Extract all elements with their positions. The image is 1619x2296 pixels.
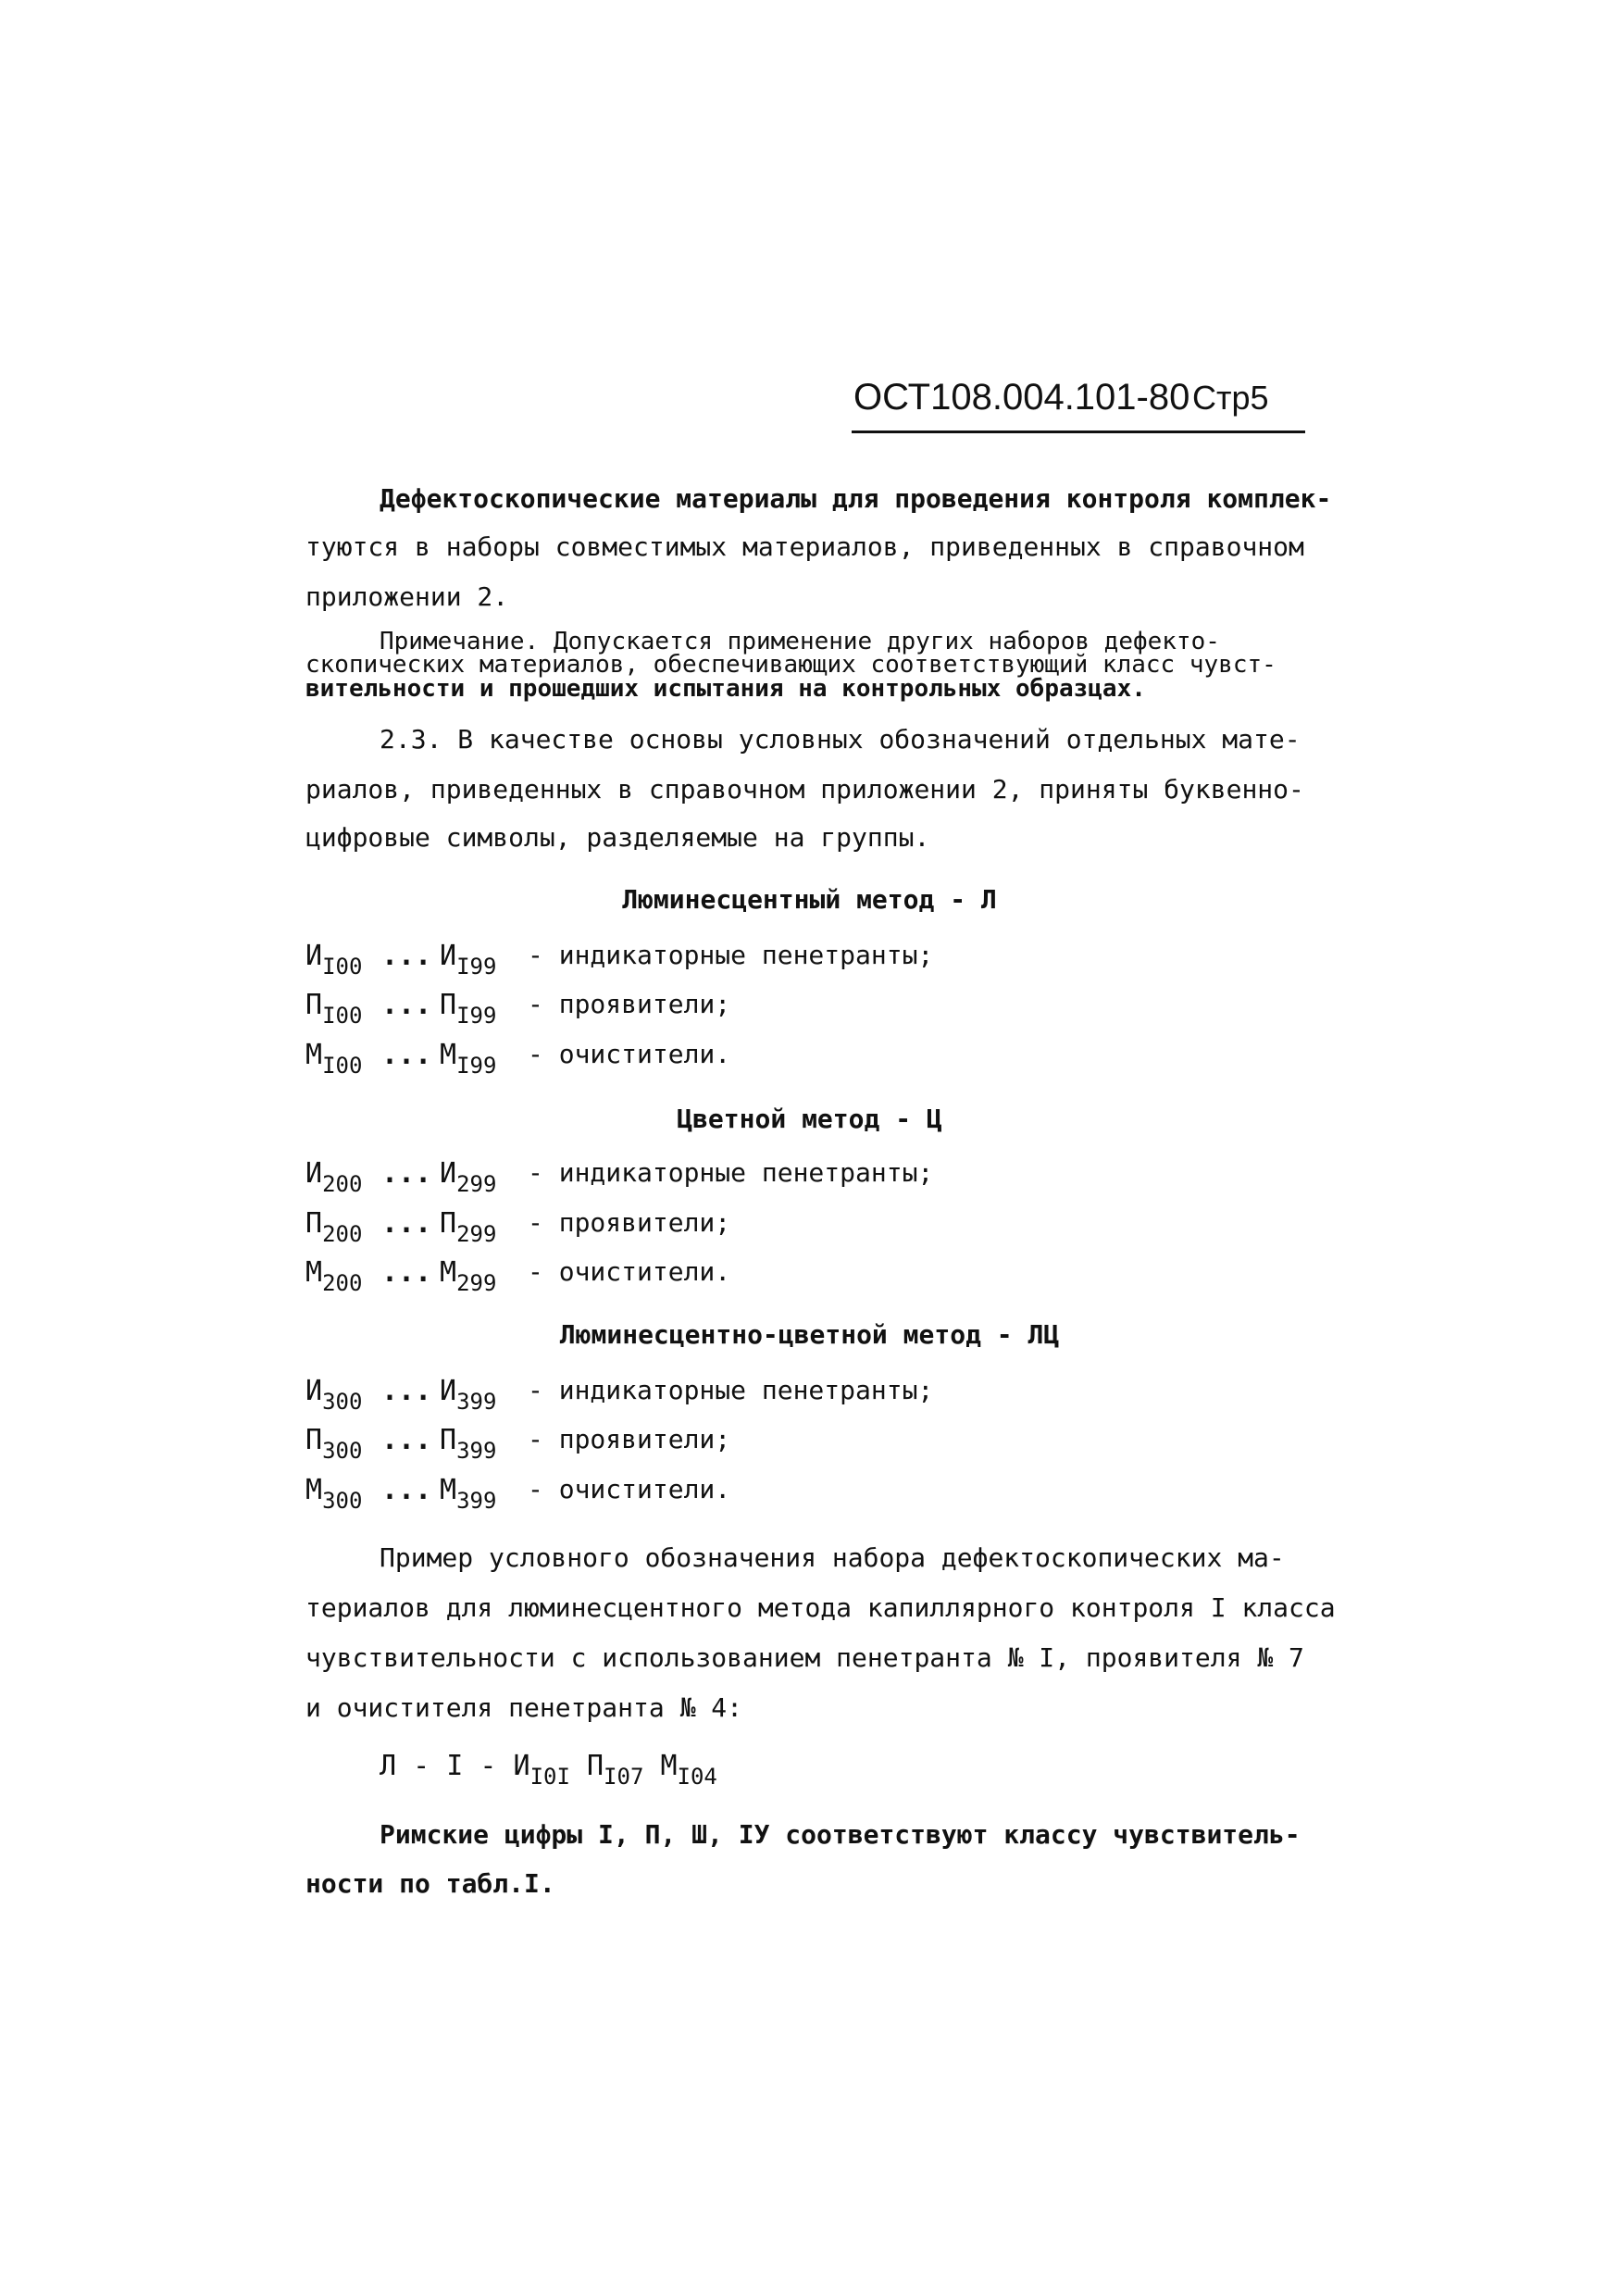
- symbol-to: $И_{399}$: [440, 1375, 497, 1415]
- group-heading-luminescent: Люминесцентный метод - Л: [622, 884, 997, 915]
- symbol-to: $М_{399}$: [440, 1474, 497, 1514]
- symbol-from: $И_{300}$: [305, 1375, 363, 1415]
- example-line-1: Пример условного обозначения набора дефектоскопических ма-: [380, 1542, 1285, 1573]
- range-dots: ...: [381, 1256, 432, 1289]
- range-dots: ...: [381, 989, 432, 1021]
- note-line-2: скопических материалов, обеспечивающих соответствующий класс чувст-: [305, 651, 1277, 679]
- closing-line-2: ности по табл.I.: [305, 1868, 555, 1899]
- symbol-from: $М_{I00}$: [305, 1039, 363, 1079]
- symbol-from: $П_{I00}$: [305, 989, 363, 1029]
- symbol-description: - проявители;: [528, 989, 731, 1019]
- symbol-to: $П_{399}$: [440, 1424, 497, 1464]
- range-dots: ...: [381, 1375, 432, 1407]
- group-heading-luminescent-color: Люминесцентно-цветной метод - ЛЦ: [559, 1319, 1060, 1350]
- symbol-to: $П_{I99}$: [440, 989, 497, 1029]
- symbol-to: $П_{299}$: [440, 1207, 497, 1247]
- group-heading-color: Цветной метод - Ц: [677, 1104, 942, 1134]
- example-designation: Л - I - $И_{I0I}$ $П_{I07}$ $М_{I04}$: [380, 1750, 717, 1790]
- symbol-from: $И_{I00}$: [305, 940, 363, 980]
- page-header: [852, 375, 1305, 433]
- page-number: Стр5: [1192, 379, 1269, 417]
- symbol-description: - индикаторные пенетранты;: [528, 940, 934, 970]
- note-line-1: Примечание. Допускается применение других наборов дефекто-: [380, 628, 1220, 655]
- note-line-3: вительности и прошедших испытания на контрольных образцах.: [305, 675, 1146, 703]
- symbol-description: - очистители.: [528, 1039, 731, 1069]
- closing-line-1: Римские цифры I, П, Ш, IУ соответствуют классу чувствитель-: [380, 1819, 1301, 1850]
- symbol-from: $П_{200}$: [305, 1207, 363, 1247]
- range-dots: ...: [381, 1474, 432, 1506]
- symbol-to: $И_{I99}$: [440, 940, 497, 980]
- paragraph-2-3-line-2: риалов, приведенных в справочном приложении 2, приняты буквенно-: [305, 774, 1304, 805]
- range-dots: ...: [381, 940, 432, 972]
- symbol-from: $П_{300}$: [305, 1424, 363, 1464]
- example-line-4: и очистителя пенетранта № 4:: [305, 1692, 743, 1723]
- symbol-to: $И_{299}$: [440, 1157, 497, 1197]
- symbol-description: - проявители;: [528, 1424, 731, 1454]
- symbol-description: - индикаторные пенетранты;: [528, 1375, 934, 1405]
- document-code: ОСТ108.004.101-80: [853, 377, 1190, 418]
- symbol-from: $И_{200}$: [305, 1157, 363, 1197]
- symbol-to: $М_{299}$: [440, 1256, 497, 1296]
- paragraph-1-line-3: приложении 2.: [305, 581, 509, 612]
- symbol-description: - проявители;: [528, 1207, 731, 1238]
- symbol-description: - индикаторные пенетранты;: [528, 1157, 934, 1188]
- range-dots: ...: [381, 1039, 432, 1071]
- paragraph-2-3-line-1: 2.3. В качестве основы условных обозначений отдельных мате-: [380, 724, 1301, 755]
- range-dots: ...: [381, 1207, 432, 1240]
- example-line-3: чувствительности с использованием пенетранта № I, проявителя № 7: [305, 1642, 1304, 1673]
- symbol-to: $М_{I99}$: [440, 1039, 497, 1079]
- example-line-2: териалов для люминесцентного метода капиллярного контроля I класса: [305, 1592, 1336, 1623]
- paragraph-1-line-2: туются в наборы совместимых материалов, приведенных в справочном: [305, 531, 1304, 562]
- symbol-description: - очистители.: [528, 1474, 731, 1504]
- range-dots: ...: [381, 1157, 432, 1190]
- symbol-description: - очистители.: [528, 1256, 731, 1287]
- paragraph-2-3-line-3: цифровые символы, разделяемые на группы.: [305, 822, 930, 853]
- paragraph-1-line-1: Дефектоскопические материалы для проведения контроля комплек-: [380, 483, 1332, 514]
- symbol-from: $М_{200}$: [305, 1256, 363, 1296]
- symbol-from: $М_{300}$: [305, 1474, 363, 1514]
- range-dots: ...: [381, 1424, 432, 1456]
